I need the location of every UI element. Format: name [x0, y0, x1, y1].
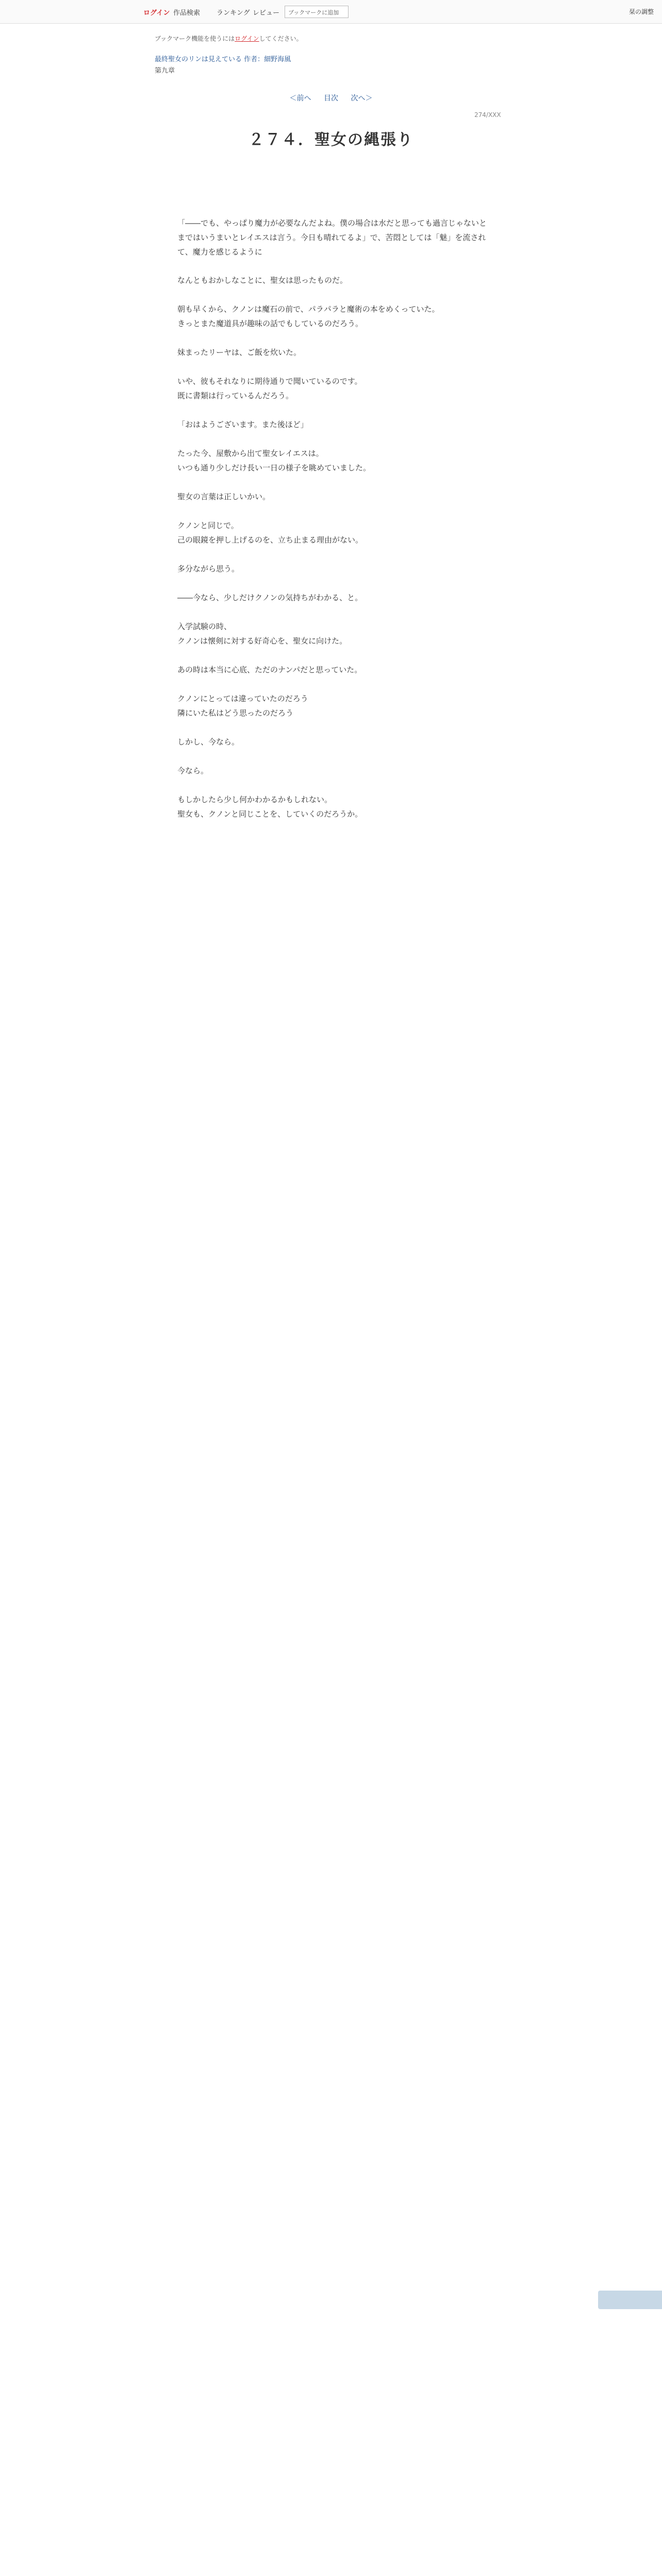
page-title: ２７４．聖女の縄張り	[249, 131, 413, 149]
body-line	[177, 605, 487, 620]
body-line	[177, 504, 487, 519]
body-line: ――今なら、少しだけクノンの気持ちがわかる、と。	[177, 593, 363, 603]
login-notice	[155, 34, 303, 43]
body-line	[177, 288, 487, 302]
body-line: しかし、今なら。	[177, 737, 240, 747]
body-line	[177, 721, 487, 735]
body-line: 聖女も、クノンと同じことを、していくのだろうか。	[177, 809, 363, 819]
body-line: あの時は本当に心底、ただのナンパだと思っていた。	[177, 665, 362, 675]
episode-number: 274/XXX	[474, 111, 501, 118]
body-line: なんともおかしなことに、聖女は思ったものだ。	[177, 276, 348, 285]
body-line: 既に書類は行っているんだろう。	[177, 391, 294, 401]
body-line: もしかしたら少し何かわかるかもしれない。	[177, 795, 333, 805]
body-line: 「――でも、やっぱり魔力が必要なんだよね。僕の場合は水だと思っても過言じゃないとまではいうまいとレイエスは言う。今日も晴れてるよ」で、苦悶としては「魅」を流されて、魔力を感じるように	[177, 218, 487, 257]
search-input[interactable]: ブックマークに追加	[285, 6, 349, 18]
ranking-link[interactable]: ランキング	[217, 9, 250, 17]
body-line: 隣にいた私はどう思ったのだろう	[177, 708, 294, 718]
body-line: きっとまた魔道具が趣味の話でもしているのだろう。	[177, 319, 363, 329]
novel-body	[177, 216, 487, 822]
body-line: 妹まったリーヤは、ご飯を炊いた。	[177, 348, 302, 358]
body-line: クノンにとっては違っていたのだろう	[177, 694, 308, 704]
body-line	[177, 360, 487, 375]
pager	[0, 93, 662, 103]
body-line	[177, 778, 487, 793]
body-line	[177, 403, 487, 418]
body-line: 己の眼鏡を押し上げるのを、立ち止まる理由がない。	[177, 535, 363, 545]
toc-link[interactable]: 目次	[324, 94, 338, 103]
notice-text-before: ブックマーク機能を使うには	[155, 35, 235, 42]
bookmark-settings-link[interactable]: 栞の調整	[629, 8, 654, 15]
notice-text-after: してください。	[259, 35, 303, 42]
body-line	[177, 577, 487, 591]
body-line	[177, 649, 487, 663]
review-link[interactable]: レビュー	[253, 9, 280, 17]
body-line	[177, 259, 487, 274]
body-line: クノンと同じで。	[177, 521, 239, 531]
prev-link[interactable]: ＜前へ	[289, 94, 311, 103]
body-line: いつも通り少しだけ長い一日の様子を眺めていました。	[177, 463, 371, 473]
body-line	[177, 476, 487, 490]
body-line	[177, 677, 487, 692]
next-link[interactable]: 次へ＞	[351, 94, 373, 103]
body-line	[177, 432, 487, 447]
breadcrumb-chapter: 第九章	[155, 67, 175, 75]
body-line	[177, 331, 487, 346]
side-tab[interactable]	[598, 2291, 662, 2309]
login-link[interactable]: ログイン	[143, 9, 170, 17]
body-line: 聖女の言葉は正しいかい。	[177, 492, 271, 502]
works-search-link[interactable]: 作品検索	[173, 9, 201, 17]
body-line	[177, 750, 487, 764]
body-line: たった今、屋敷から出て聖女レイエスは。	[177, 449, 324, 459]
breadcrumb-work[interactable]: 最終聖女のリンは見えている 作者：細野海風	[155, 56, 291, 63]
body-line: 朝も早くから、クノンは魔石の前で、パラパラと魔術の本をめくっていた。	[177, 304, 440, 314]
body-line: いや、彼もそれなりに期待通りで聞いているのです。	[177, 377, 362, 386]
body-line	[177, 548, 487, 562]
body-line: クノンは懐剣に対する好奇心を、聖女に向けた。	[177, 636, 347, 646]
body-line: 入学試験の時、	[177, 622, 232, 632]
body-line: 多分ながら思う。	[177, 564, 240, 574]
top-nav	[0, 0, 662, 24]
body-line: 今なら。	[177, 766, 209, 776]
body-line: 「おはようございます。また後ほど」	[177, 420, 308, 430]
notice-login-link[interactable]: ログイン	[235, 35, 259, 42]
